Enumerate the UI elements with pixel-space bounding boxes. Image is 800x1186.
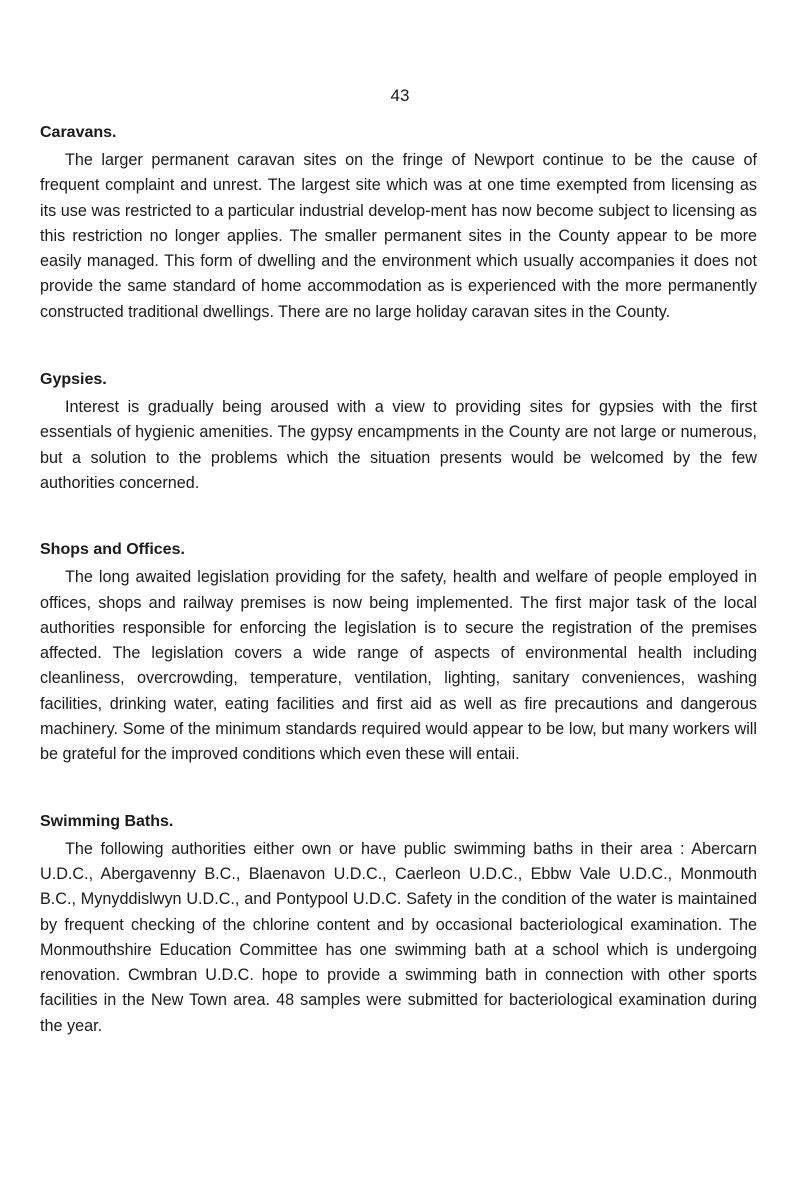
- section-heading: Shops and Offices.: [40, 541, 185, 559]
- section-paragraph: Interest is gradually being aroused with a view to providing sites for gypsies with the first essentials of hygienic amenities. The gypsy encampments in the County are not large or numerous, but a solution to the problems which the situation presents would be welcomed by the few authorities concerned.: [40, 398, 757, 492]
- section-gypsies: [40, 369, 757, 496]
- section-heading: Caravans.: [40, 124, 117, 141]
- page-number: 43: [390, 86, 410, 105]
- section-shops-and-offices: [40, 539, 757, 767]
- section-heading: Swimming Baths.: [40, 812, 174, 830]
- document-body: [40, 122, 757, 1039]
- section-paragraph: The larger permanent caravan sites on the fringe of Newport continue to be the cause of frequent complaint and unrest. The largest site which was at one time exempted from licensing as its use was restricted to a particular industrial develop-ment has now become subject to licensing as this restriction no longer applies. The smaller permanent sites in the County appear to be more easily managed. This form of dwelling and the environment which usually accompanies it does not provide the same standard of home accommodation as is experienced with the more permanently constructed traditional dwellings. There are no large holiday caravan sites in the County.: [40, 151, 757, 321]
- section-spacer: [40, 325, 757, 369]
- section-swimming-baths: [40, 811, 757, 1039]
- section-paragraph: The following authorities either own or have public swimming baths in their area : Abercarn U.D.C., Abergavenny B.C., Blaenavon U.D.C., Caerleon U.D.C., Ebbw Vale U.D.C., Monmouth B.C., Mynyddislwyn U.D.C., and Pontypool U.D.C. Safety in the condition of the water is maintained by frequent checking of the chlorine content and by occasional bacteriological examination. The Monmouthshire Education Committee has one swimming bath at a school which is undergoing renovation. Cwmbran U.D.C. hope to provide a swimming bath in connection with other sports facilities in the New Town area. 48 samples were submitted for bacteriological examination during the year.: [40, 839, 757, 1035]
- section-heading: Gypsies.: [40, 371, 107, 389]
- section-paragraph: The long awaited legislation providing for the safety, health and welfare of people employed in offices, shops and railway premises is now being implemented. The first major task of the local authorities responsible for enforcing the legislation is to secure the registration of the premises affected. The legislation covers a wide range of aspects of environmental health including cleanliness, overcrowding, temperature, ventilation, lighting, sanitary conveniences, washing facilities, drinking water, eating facilities and first aid as well as fire precautions and dangerous machinery. Some of the minimum standards required would appear to be low, but many workers will be grateful for the improved conditions which even these will entaii.: [40, 568, 757, 764]
- section-spacer: [40, 496, 757, 539]
- section-spacer: [40, 768, 757, 811]
- section-caravans: [40, 122, 757, 325]
